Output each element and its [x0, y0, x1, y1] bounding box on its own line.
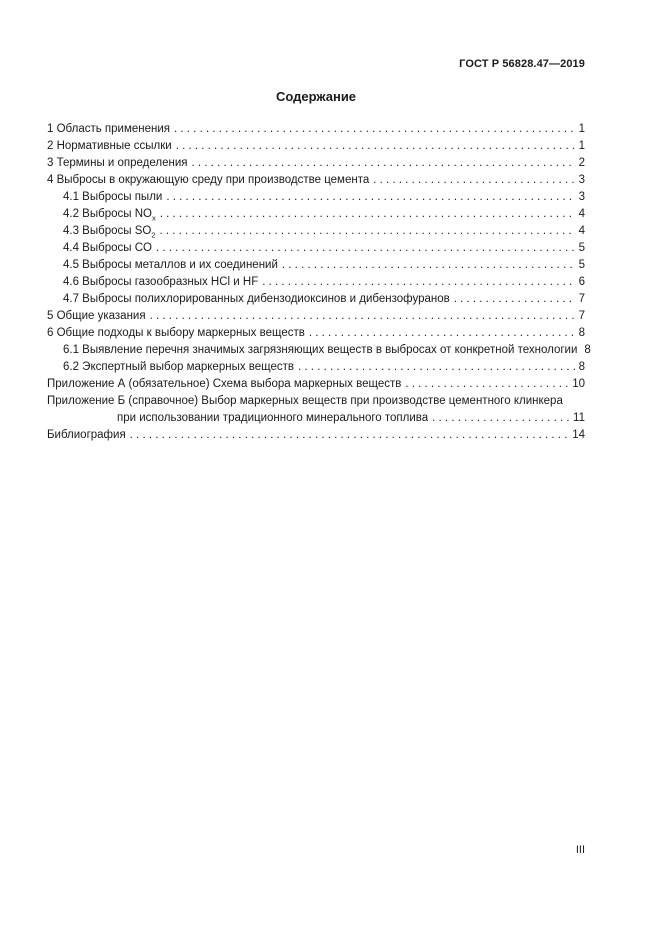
- toc-entry: [47, 342, 591, 359]
- toc-entry-page: 7: [578, 293, 585, 305]
- toc-entry-label: 4.1 Выбросы пыли: [63, 191, 163, 203]
- toc-entry-page: 2: [578, 157, 585, 169]
- toc-dot-leader: [150, 308, 576, 325]
- toc-entry-label: 3 Термины и определения: [47, 157, 188, 169]
- toc-dot-leader: [298, 359, 576, 376]
- toc-dot-leader: [166, 189, 575, 206]
- toc-entry: [47, 393, 585, 410]
- toc-entry-label: 6.2 Экспертный выбор маркерных веществ: [63, 361, 295, 373]
- toc-entry-label: 4 Выбросы в окружающую среду при производстве цемента: [47, 174, 370, 186]
- toc-entry-page: 5: [578, 242, 585, 254]
- toc-entry: [47, 240, 585, 257]
- toc-entry-label: 1 Область применения: [47, 123, 171, 135]
- toc-entry-label: 4.5 Выбросы металлов и их соединений: [63, 259, 278, 271]
- toc-entry: [47, 172, 585, 189]
- toc-entry-page: 11: [573, 412, 585, 424]
- toc-entry: [47, 138, 585, 155]
- toc-dot-leader: [192, 155, 576, 172]
- folio-page-number: III: [575, 844, 585, 856]
- toc-entry-label: при использовании традиционного минерального топлива: [117, 412, 429, 424]
- toc-entry: [47, 121, 585, 138]
- page-title: Содержание: [275, 89, 357, 104]
- toc-entry-label: 6 Общие подходы к выбору маркерных веществ: [47, 327, 305, 339]
- toc-entry-label: 4.3 Выбросы $SO_2$: [63, 225, 156, 240]
- toc-dot-leader: [373, 172, 575, 189]
- subscript-text: 2: [151, 230, 156, 240]
- document-number: ГОСТ Р 56828.47—2019: [459, 58, 585, 70]
- toc-entry-page: 6: [578, 276, 585, 288]
- toc-dot-leader: [454, 291, 576, 308]
- toc-entry-label: 5 Общие указания: [47, 310, 146, 322]
- toc-dot-leader: [432, 410, 570, 427]
- toc-entry-page: 4: [578, 208, 585, 220]
- toc-entry: [47, 223, 585, 240]
- toc-entry-label: 4.7 Выбросы полихлорированных дибензодиоксинов и дибензофуранов: [63, 293, 450, 305]
- toc-entry: [47, 189, 585, 206]
- toc-dot-leader: [309, 325, 576, 342]
- toc-entry-page: 3: [578, 191, 585, 203]
- toc-entry-label: Приложение Б (справочное) Выбор маркерных веществ при производстве цементного клинкера: [47, 395, 563, 407]
- subscript-text: x: [151, 213, 156, 223]
- toc-entry: [47, 291, 585, 308]
- toc-entry-page: 7: [578, 310, 585, 322]
- toc-entry: [47, 427, 585, 444]
- toc-dot-leader: [160, 206, 576, 223]
- toc-entry: [47, 274, 585, 291]
- toc-entry: [47, 308, 585, 325]
- toc-entry: [47, 206, 585, 223]
- toc-dot-leader: [174, 121, 576, 138]
- toc-entry: [47, 155, 585, 172]
- toc-entry-label: Приложение А (обязательное) Схема выбора маркерных веществ: [47, 378, 402, 390]
- toc-entry-label: 6.1 Выявление перечня значимых загрязняющих веществ в выбросах от конкретной технологии: [63, 344, 578, 356]
- toc-entry-page: 8: [584, 344, 591, 356]
- toc-dot-leader: [176, 138, 576, 155]
- toc-entry-page: 5: [578, 259, 585, 271]
- toc-entry-page: 3: [578, 174, 585, 186]
- toc-entry-page: 14: [572, 429, 585, 441]
- toc-entry-page: 4: [578, 225, 585, 237]
- toc-dot-leader: [262, 274, 575, 291]
- toc-entry-page: 1: [578, 140, 585, 152]
- toc-dot-leader: [156, 240, 576, 257]
- toc-dot-leader: [130, 427, 570, 444]
- toc-entry-page: 8: [578, 327, 585, 339]
- toc-entry-label: 4.2 Выбросы $NO_x$: [63, 208, 156, 223]
- table-of-contents: [47, 121, 591, 444]
- toc-entry: [47, 325, 585, 342]
- toc-dot-leader: [405, 376, 569, 393]
- toc-entry-page: 8: [578, 361, 585, 373]
- toc-entry-page: 10: [572, 378, 585, 390]
- toc-entry: [47, 359, 585, 376]
- toc-dot-leader: [282, 257, 576, 274]
- toc-entry-continuation: [47, 410, 585, 427]
- toc-entry-label: 4.6 Выбросы газообразных HCl и HF: [63, 276, 259, 288]
- toc-entry: [47, 257, 585, 274]
- toc-entry-label: 4.4 Выбросы CO: [63, 242, 152, 254]
- toc-dot-leader: [160, 223, 576, 240]
- toc-entry-label: 2 Нормативные ссылки: [47, 140, 172, 152]
- toc-entry-label: Библиография: [47, 429, 126, 441]
- toc-entry: [47, 376, 585, 393]
- toc-entry-page: 1: [578, 123, 585, 135]
